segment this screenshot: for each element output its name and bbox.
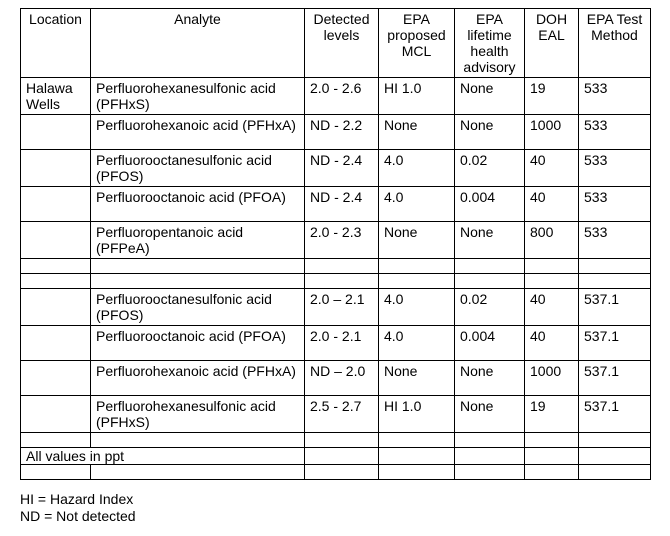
detected-cell: ND - 2.2	[305, 115, 379, 150]
footnote-not-detected: ND = Not detected	[20, 508, 136, 524]
method-cell: 537.1	[579, 326, 651, 361]
advisory-cell: 0.004	[455, 187, 525, 222]
location-cell	[21, 222, 91, 259]
location-cell	[21, 361, 91, 396]
blank-row	[21, 259, 651, 274]
analyte-cell: Perfluorohexanoic acid (PFHxA)	[91, 115, 305, 150]
analyte-cell: Perfluorooctanesulfonic acid (PFOS)	[91, 289, 305, 326]
advisory-cell: None	[455, 78, 525, 115]
header-location: Location	[21, 9, 91, 78]
analyte-cell: Perfluorohexanesulfonic acid (PFHxS)	[91, 78, 305, 115]
eal-cell: 19	[525, 78, 579, 115]
location-cell	[21, 289, 91, 326]
footnotes	[20, 491, 136, 525]
analyte-cell: Perfluorooctanesulfonic acid (PFOS)	[91, 150, 305, 187]
analyte-cell: Perfluorooctanoic acid (PFOA)	[91, 326, 305, 361]
eal-cell: 40	[525, 289, 579, 326]
location-cell	[21, 150, 91, 187]
method-cell: 533	[579, 78, 651, 115]
location-cell	[21, 396, 91, 433]
table-row	[21, 187, 651, 222]
blank-row	[21, 465, 651, 480]
advisory-cell: 0.02	[455, 150, 525, 187]
eal-cell: 40	[525, 150, 579, 187]
detected-cell: 2.0 - 2.1	[305, 326, 379, 361]
method-cell: 537.1	[579, 361, 651, 396]
mcl-cell: 4.0	[379, 187, 455, 222]
units-note-row	[21, 448, 651, 465]
table-row	[21, 150, 651, 187]
eal-cell: 1000	[525, 115, 579, 150]
pfas-results-table	[20, 8, 651, 480]
header-epa-lifetime-health-advisory: EPA lifetime health advisory	[455, 9, 525, 78]
eal-cell: 800	[525, 222, 579, 259]
location-cell	[21, 187, 91, 222]
table-row	[21, 78, 651, 115]
advisory-cell: 0.004	[455, 326, 525, 361]
location-cell: Halawa Wells	[21, 78, 91, 115]
advisory-cell: 0.02	[455, 289, 525, 326]
eal-cell: 1000	[525, 361, 579, 396]
analyte-cell: Perfluorohexanesulfonic acid (PFHxS)	[91, 396, 305, 433]
detected-cell: 2.5 - 2.7	[305, 396, 379, 433]
header-epa-proposed-mcl: EPA proposed MCL	[379, 9, 455, 78]
blank-row	[21, 433, 651, 448]
advisory-cell: None	[455, 361, 525, 396]
method-cell: 533	[579, 187, 651, 222]
eal-cell: 40	[525, 187, 579, 222]
units-note: All values in ppt	[21, 448, 305, 465]
advisory-cell: None	[455, 115, 525, 150]
mcl-cell: None	[379, 361, 455, 396]
mcl-cell: None	[379, 115, 455, 150]
analyte-cell: Perfluorooctanoic acid (PFOA)	[91, 187, 305, 222]
detected-cell: 2.0 - 2.6	[305, 78, 379, 115]
blank-row	[21, 274, 651, 289]
method-cell: 533	[579, 222, 651, 259]
mcl-cell: HI 1.0	[379, 396, 455, 433]
header-detected-levels: Detected levels	[305, 9, 379, 78]
detected-cell: ND - 2.4	[305, 150, 379, 187]
table-row	[21, 361, 651, 396]
footnote-hazard-index: HI = Hazard Index	[20, 491, 134, 507]
header-doh-eal: DOH EAL	[525, 9, 579, 78]
location-cell	[21, 326, 91, 361]
table-row	[21, 326, 651, 361]
table-row	[21, 396, 651, 433]
mcl-cell: None	[379, 222, 455, 259]
header-analyte: Analyte	[91, 9, 305, 78]
detected-cell: ND – 2.0	[305, 361, 379, 396]
table-row	[21, 222, 651, 259]
analyte-cell: Perfluorohexanoic acid (PFHxA)	[91, 361, 305, 396]
eal-cell: 40	[525, 326, 579, 361]
mcl-cell: 4.0	[379, 150, 455, 187]
method-cell: 537.1	[579, 396, 651, 433]
method-cell: 533	[579, 115, 651, 150]
method-cell: 537.1	[579, 289, 651, 326]
method-cell: 533	[579, 150, 651, 187]
detected-cell: 2.0 - 2.3	[305, 222, 379, 259]
detected-cell: ND - 2.4	[305, 187, 379, 222]
header-epa-test-method: EPA Test Method	[579, 9, 651, 78]
detected-cell: 2.0 – 2.1	[305, 289, 379, 326]
eal-cell: 19	[525, 396, 579, 433]
mcl-cell: HI 1.0	[379, 78, 455, 115]
table-row	[21, 289, 651, 326]
analyte-cell: Perfluoropentanoic acid (PFPeA)	[91, 222, 305, 259]
table-row	[21, 115, 651, 150]
mcl-cell: 4.0	[379, 289, 455, 326]
location-cell	[21, 115, 91, 150]
advisory-cell: None	[455, 396, 525, 433]
table-header-row	[21, 9, 651, 78]
mcl-cell: 4.0	[379, 326, 455, 361]
advisory-cell: None	[455, 222, 525, 259]
